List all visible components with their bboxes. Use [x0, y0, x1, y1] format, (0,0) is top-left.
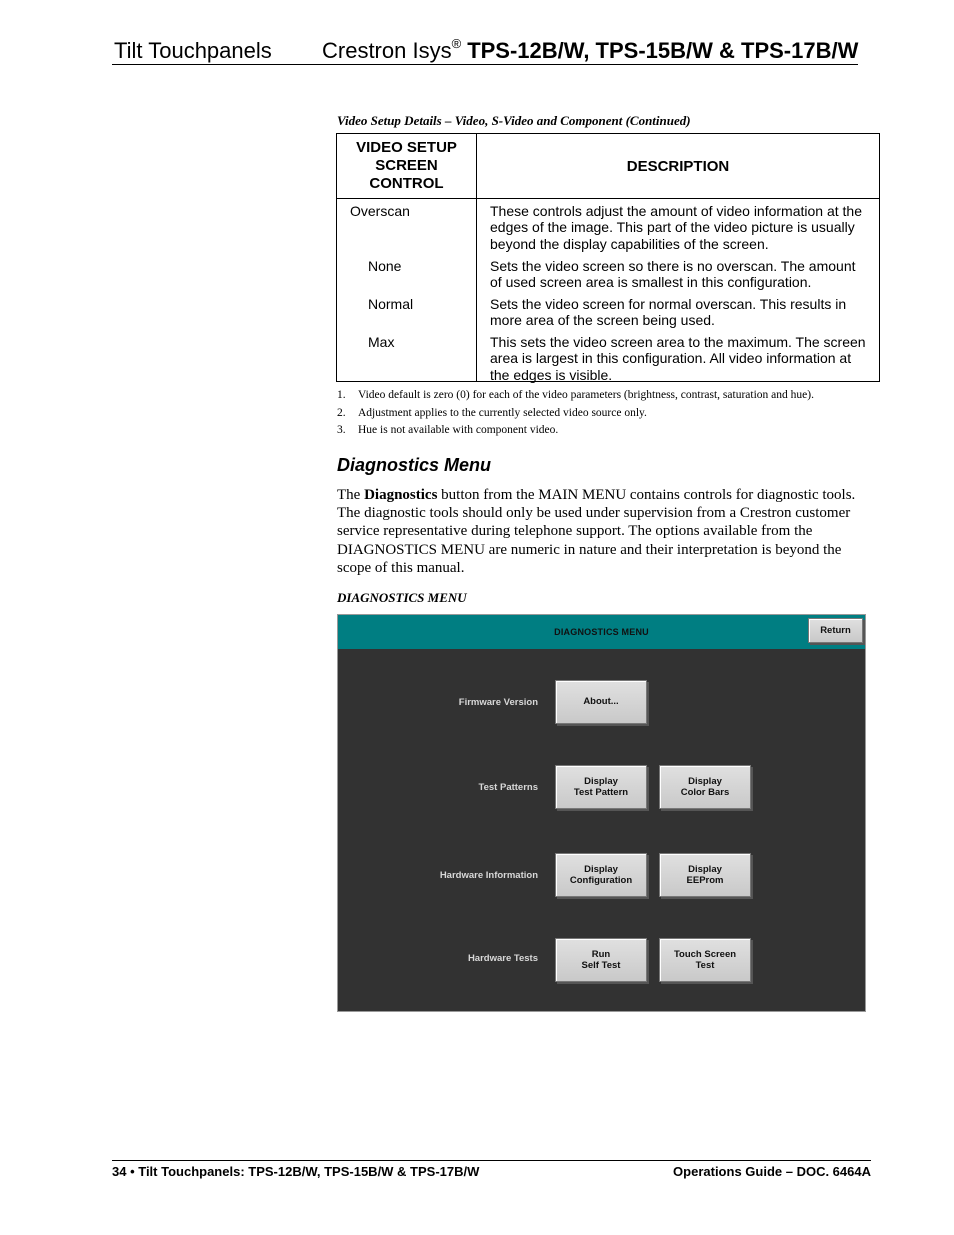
display-configuration-button[interactable]: Display Configuration — [555, 853, 647, 897]
footer-right: Operations Guide – DOC. 6464A — [673, 1164, 871, 1179]
control-cell: Overscan — [337, 199, 477, 254]
test-patterns-label: Test Patterns — [478, 782, 538, 793]
description-cell: This sets the video screen area to the maximum. The screen area is largest in this configuration. All video information at the edges is visible. — [490, 334, 866, 383]
run-self-test-button[interactable]: Run Self Test — [555, 938, 647, 982]
display-test-pattern-button[interactable]: Display Test Pattern — [555, 765, 647, 809]
footnote: 3. Hue is not available with component video. — [337, 424, 559, 436]
footnote: 2. Adjustment applies to the currently selected video source only. — [337, 407, 647, 419]
display-eeprom-button[interactable]: Display EEProm — [659, 853, 751, 897]
table-row — [337, 199, 879, 254]
section-body: The Diagnostics button from the MAIN MENU contains controls for diagnostic tools. The diagnostic tools should only be used under supervision from a Crestron customer service representative during telephone support. The options available from the DIAGNOSTICS MENU are numeric in nature and their interpretation is beyond the scope of this manual. — [337, 487, 856, 576]
header-left-title: Tilt Touchpanels — [114, 38, 272, 63]
page-footer — [112, 1160, 871, 1179]
table-row — [337, 330, 879, 381]
description-cell: Sets the video screen for normal overscan. This results in more area of the screen being used. — [490, 296, 847, 329]
hardware-information-label: Hardware Information — [439, 870, 538, 881]
footer-left: 34 • Tilt Touchpanels: TPS-12B/W, TPS-15B/W & TPS-17B/W — [112, 1164, 480, 1179]
description-cell: These controls adjust the amount of video information at the edges of the image. This part of the video picture is usually beyond the display capabilities of the screen. — [490, 203, 862, 252]
control-cell: None — [337, 254, 477, 292]
return-button[interactable]: Return — [808, 618, 863, 643]
column-header-control: VIDEO SETUP SCREEN CONTROL — [337, 134, 477, 198]
about-button[interactable]: About... — [555, 680, 647, 724]
table-row — [337, 254, 879, 292]
page-header — [112, 34, 858, 65]
description-cell: Sets the video screen so there is no overscan. The amount of used screen area is smallest in this configuration. — [490, 258, 856, 291]
footnote: 1. Video default is zero (0) for each of the video parameters (brightness, contrast, saturation and hue). — [337, 389, 814, 401]
hardware-tests-label: Hardware Tests — [467, 953, 538, 964]
section-title: Diagnostics Menu — [337, 455, 492, 475]
figure-caption: DIAGNOSTICS MENU — [337, 590, 467, 605]
column-header-description: DESCRIPTION — [626, 157, 730, 175]
registered-mark: ® — [451, 36, 462, 51]
touch-screen-test-button[interactable]: Touch Screen Test — [659, 938, 751, 982]
control-cell: Normal — [337, 292, 477, 330]
header-models: TPS-12B/W, TPS-15B/W & TPS-17B/W — [467, 38, 859, 63]
table-caption: Video Setup Details – Video, S-Video and Component (Continued) — [337, 113, 691, 128]
control-cell: Max — [337, 330, 477, 381]
firmware-version-label: Firmware Version — [458, 697, 538, 708]
panel-title: DIAGNOSTICS MENU — [554, 627, 649, 637]
table-header — [337, 134, 879, 199]
display-color-bars-button[interactable]: Display Color Bars — [659, 765, 751, 809]
diagnostics-menu-screenshot — [337, 614, 866, 1012]
header-brand — [322, 38, 858, 64]
table-row — [337, 292, 879, 330]
video-setup-table — [336, 133, 880, 382]
diagnostics-term: Diagnostics — [364, 487, 438, 503]
header-brand-name: Crestron Isys — [322, 38, 452, 63]
title-bar — [338, 615, 865, 649]
